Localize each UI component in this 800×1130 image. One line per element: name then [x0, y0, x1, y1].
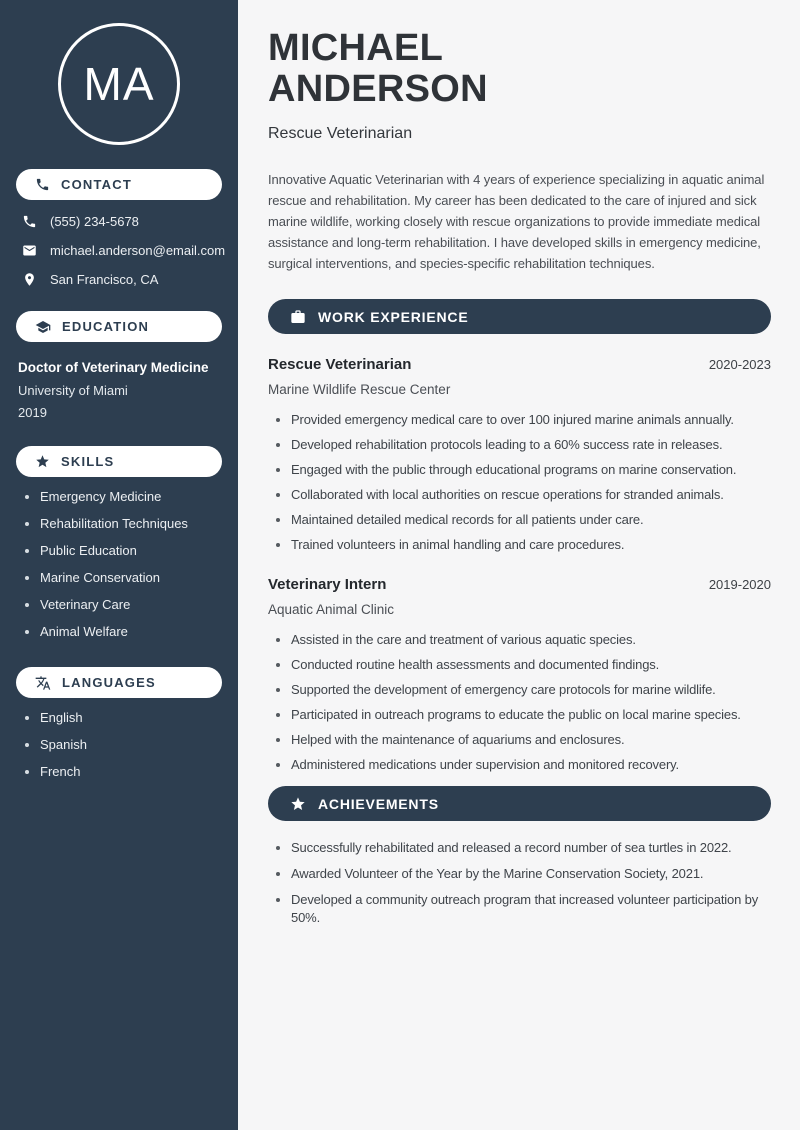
contact-location-row [16, 272, 222, 287]
avatar-initials: MA [83, 58, 155, 110]
achievement-item: Awarded Volunteer of the Year by the Marine Conservation Society, 2021. [274, 865, 771, 883]
skill-item: Animal Welfare [22, 624, 222, 639]
person-name-line2: ANDERSON [268, 68, 488, 110]
language-item: French [22, 764, 222, 779]
job-entry [268, 356, 771, 554]
contact-location-value: San Francisco, CA [50, 272, 159, 287]
person-job-title: Rescue Veterinarian [268, 125, 413, 142]
skill-item: Marine Conservation [22, 570, 222, 585]
job-entry [268, 576, 771, 774]
education-section-header [16, 311, 222, 342]
phone-icon [22, 214, 37, 229]
translate-icon [35, 675, 51, 691]
work-experience-header-label: WORK EXPERIENCE [318, 308, 469, 325]
job-title: Rescue Veterinarian [268, 356, 412, 373]
job-title: Veterinary Intern [268, 576, 387, 593]
contact-email-row [16, 243, 226, 258]
contact-section-header [16, 169, 222, 200]
job-bullet: Trained volunteers in animal handling and care procedures. [274, 536, 771, 554]
education-header-label: EDUCATION [62, 319, 150, 334]
sidebar [0, 0, 238, 1130]
contact-phone-value: (555) 234-5678 [50, 214, 139, 229]
location-pin-icon [22, 272, 37, 287]
person-name [268, 28, 771, 110]
languages-section-header [16, 667, 222, 698]
languages-header-label: LANGUAGES [62, 675, 156, 690]
star-icon [35, 454, 50, 469]
contact-email-value: michael.anderson@email.com [50, 243, 226, 258]
graduation-cap-icon [35, 319, 51, 335]
job-bullet: Assisted in the care and treatment of various aquatic species. [274, 631, 771, 649]
job-bullet: Administered medications under supervision and monitored recovery. [274, 756, 771, 774]
skill-item: Veterinary Care [22, 597, 222, 612]
skill-item: Emergency Medicine [22, 489, 222, 504]
job-bullet: Conducted routine health assessments and documented findings. [274, 656, 771, 674]
achievements-header-label: ACHIEVEMENTS [318, 795, 439, 812]
skills-section-header [16, 446, 222, 477]
phone-icon [35, 177, 50, 192]
job-bullet: Engaged with the public through educational programs on marine conservation. [274, 461, 771, 479]
email-icon [22, 243, 37, 258]
person-name-line1: MICHAEL [268, 27, 444, 69]
briefcase-icon [290, 309, 306, 325]
achievement-item: Developed a community outreach program that increased volunteer participation by 50%. [274, 891, 771, 927]
job-bullet-list [268, 631, 771, 774]
education-entry [16, 360, 222, 420]
education-degree: Doctor of Veterinary Medicine [18, 360, 209, 375]
contact-phone-row [16, 214, 222, 229]
job-bullet: Helped with the maintenance of aquariums and enclosures. [274, 731, 771, 749]
job-company: Aquatic Animal Clinic [268, 602, 395, 617]
job-bullet: Participated in outreach programs to educate the public on local marine species. [274, 706, 771, 724]
job-dates: 2019-2020 [708, 577, 771, 592]
achievements-list [268, 839, 771, 927]
language-item: English [22, 710, 222, 725]
job-bullet: Maintained detailed medical records for all patients under care. [274, 511, 771, 529]
avatar [58, 23, 180, 145]
languages-list [16, 710, 222, 779]
contact-list [16, 214, 226, 287]
language-item: Spanish [22, 737, 222, 752]
contact-header-label: CONTACT [61, 177, 132, 192]
summary-paragraph: Innovative Aquatic Veterinarian with 4 years of experience specializing in aquatic animal rescue and rehabilitation. My career has been dedicated to the care of injured and sick marine wildlife, working closely with rescue organizations to provide immediate medical assistance and long-term rehabilitation. I have developed skills in emergency medicine, surgical interventions, and species-specific rehabilitation techniques. [268, 172, 765, 271]
skills-header-label: SKILLS [61, 454, 115, 469]
work-experience-section-header [268, 299, 771, 334]
skill-item: Rehabilitation Techniques [22, 516, 222, 531]
education-school: University of Miami [18, 383, 128, 398]
job-header-row [268, 356, 771, 373]
education-year: 2019 [18, 405, 47, 420]
job-bullet: Developed rehabilitation protocols leading to a 60% success rate in releases. [274, 436, 771, 454]
job-header-row [268, 576, 771, 593]
job-bullet: Provided emergency medical care to over 100 injured marine animals annually. [274, 411, 771, 429]
job-bullet: Supported the development of emergency care protocols for marine wildlife. [274, 681, 771, 699]
star-icon [290, 796, 306, 812]
job-dates: 2020-2023 [708, 357, 771, 372]
job-bullet-list [268, 411, 771, 554]
main-content [238, 0, 800, 1130]
job-company: Marine Wildlife Rescue Center [268, 382, 451, 397]
achievement-item: Successfully rehabilitated and released a record number of sea turtles in 2022. [274, 839, 771, 857]
job-bullet: Collaborated with local authorities on rescue operations for stranded animals. [274, 486, 771, 504]
skill-item: Public Education [22, 543, 222, 558]
skills-list [16, 489, 222, 639]
achievements-section-header [268, 786, 771, 821]
